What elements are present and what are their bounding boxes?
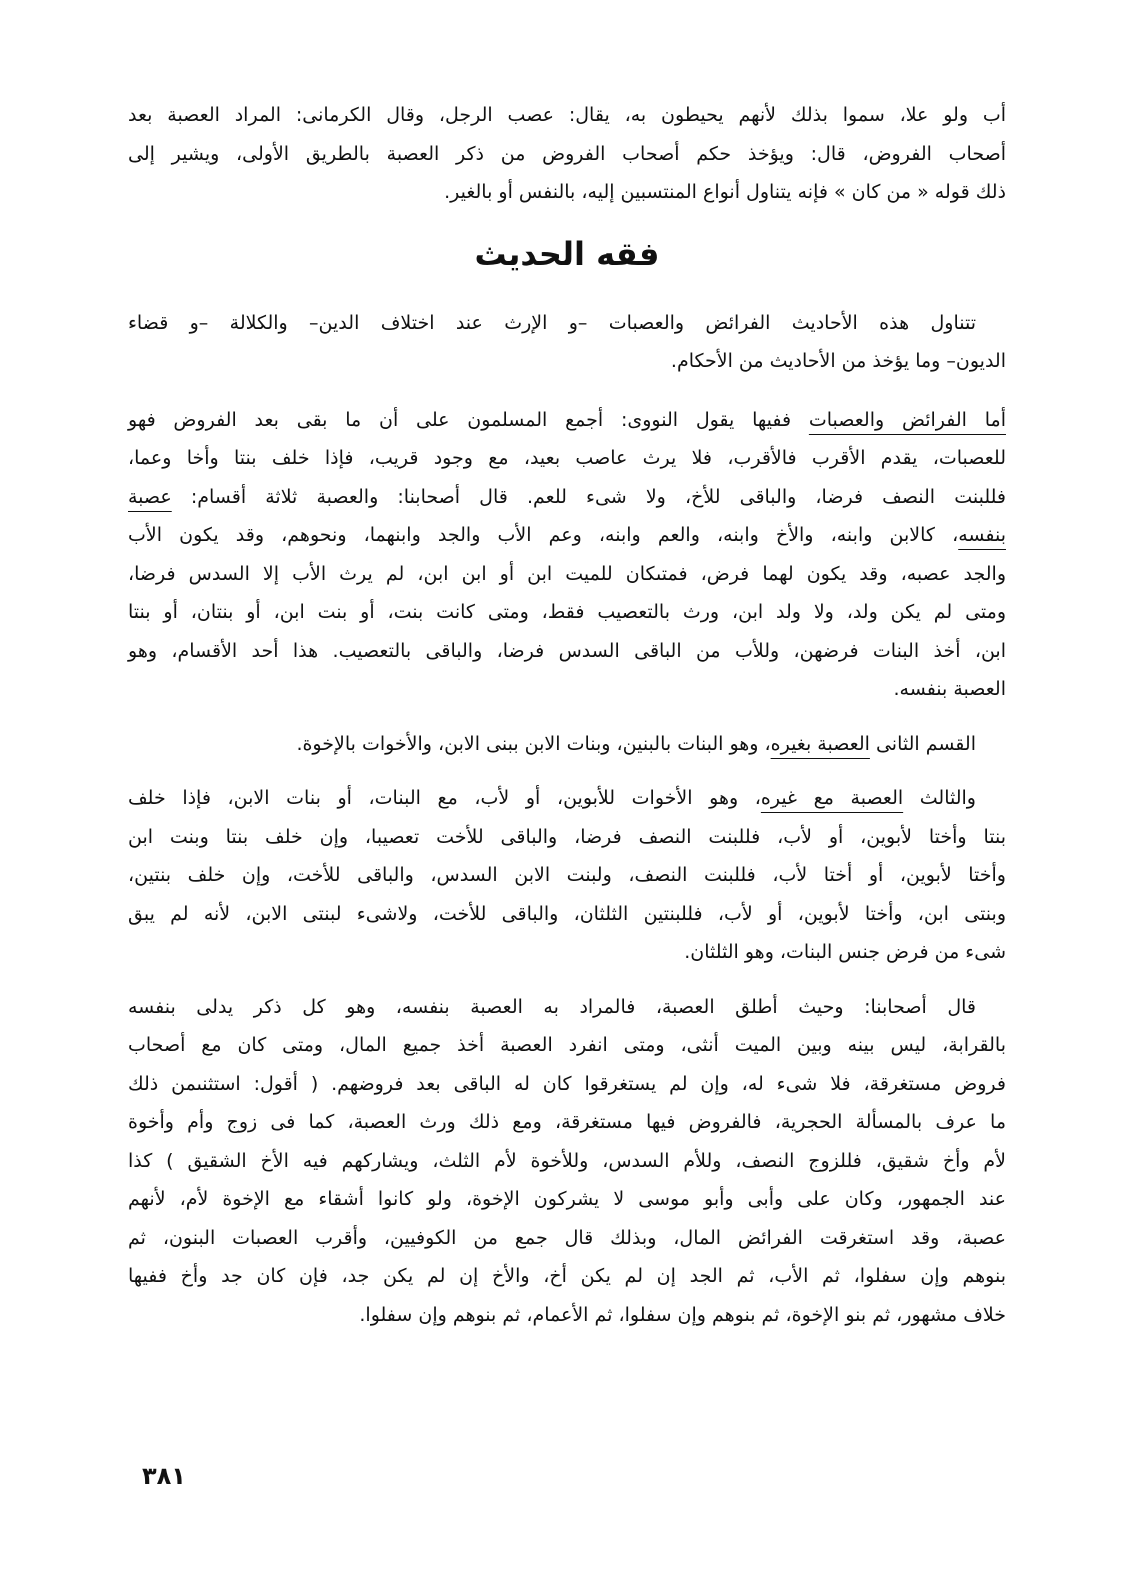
text-line: شىء من فرض جنس البنات، وهو الثلثان. — [684, 941, 1006, 963]
text-line: خلاف مشهور، ثم بنو الإخوة، ثم بنوهم وإن سفلوا، ثم الأعمام، ثم بنوهم وإن سفلوا. — [359, 1303, 1006, 1326]
text-line — [128, 478, 1006, 517]
text-span: والثالث — [903, 787, 976, 809]
text-line: للعصبات، يقدم الأقرب فالأقرب، فلا يرث عاصب بعيد، مع وجود قريب، فإذا خلف بنتا وأخا وعما، — [128, 447, 1006, 469]
paragraph-topics — [128, 304, 1006, 381]
text-line: الديون– وما يؤخذ من الأحاديث من الأحكام. — [670, 350, 1006, 372]
underlined-term: عصبة — [128, 485, 172, 508]
text-line — [128, 725, 1006, 764]
text-line: ما عرف بالمسألة الحجرية، فالفروض فيها مستغرقة، ومع ذلك ورث العصبة، كما فى زوج وأم وأخوة — [128, 1111, 1006, 1133]
text-line: بنوهم وإن سفلوا، ثم الأب، ثم الجد إن لم يكن أخ، والأخ إن لم يكن جد، فإن كان جد وأخ ففيها — [128, 1265, 1006, 1287]
text-line — [128, 516, 1006, 555]
page-body — [128, 96, 1006, 1334]
text-span: ففيها يقول النووى: أجمع المسلمون على أن ما بقى بعد الفروض فهو — [128, 408, 809, 431]
text-span: القسم الثانى — [869, 732, 976, 755]
text-line: العصبة بنفسه. — [893, 678, 1006, 700]
text-line: أصحاب الفروض، قال: ويؤخذ حكم أصحاب الفروض من ذكر العصبة بالطريق الأولى، ويشير إلى — [128, 142, 1006, 165]
text-line: ومتى لم يكن ولد، ولا ولد ابن، ورث بالتعصيب فقط، ومتى كانت بنت، أو بنت ابن، أو بنتان، أو بنتا — [128, 601, 1006, 623]
underlined-term: أما الفرائض والعصبات — [808, 408, 1006, 431]
intro-paragraph — [128, 96, 1006, 212]
text-line: عصبة، وقد استغرقت الفرائض المال، وبذلك قال جمع من الكوفيين، وأقرب العصبات البنون، ثم — [128, 1226, 1006, 1249]
text-line: ابن، أخذ البنات فرضهن، وللأب من الباقى السدس فرضا، والباقى بالتعصيب. هذا أحد الأقسام، وهو — [128, 639, 1006, 662]
text-line — [128, 401, 1006, 440]
text-line: ذلك قوله « من كان » فإنه يتناول أنواع المنتسبين إليه، بالنفس أو بالغير. — [444, 181, 1006, 203]
text-span: ، كالابن وابنه، والأخ وابنه، والعم وابنه، وعم الأب والجد وابنهما، ونحوهم، وقد يكون الأب — [128, 524, 959, 546]
text-span: ، وهو الأخوات للأبوين، أو لأب، مع البنات، أو بنات الابن، فإذا خلف — [128, 787, 761, 809]
paragraph-third-category — [128, 779, 1006, 972]
paragraph-companions — [128, 988, 1006, 1335]
text-line: وأختا لأبوين، أو أختا لأب، فللبنت النصف، ولبنت الابن السدس، والباقى للأخت، وإن خلف بنتين، — [128, 864, 1006, 886]
paragraph-second-category — [128, 725, 1006, 764]
text-line: تتناول هذه الأحاديث الفرائض والعصبات –و الإرث عند اختلاف الدين– والكلالة –و قضاء — [128, 311, 976, 334]
underlined-term: بنفسه — [958, 524, 1006, 546]
page-number: ٣٨١ — [142, 1462, 186, 1490]
paragraph-nawawi — [128, 401, 1006, 709]
text-line — [128, 779, 1006, 818]
section-heading: فقه الحديث — [474, 234, 660, 273]
text-line: عند الجمهور، وكان على وأبى وأبو موسى لا يشركون الإخوة، ولو كانوا أشقاء مع الإخوة لأم، لأنهم — [128, 1188, 1006, 1210]
underlined-term: العصبة مع غيره — [760, 787, 904, 809]
text-line: بالقرابة، ليس بينه وبين الميت أنثى، ومتى انفرد العصبة أخذ جميع المال، ومتى كان مع أصحاب — [128, 1034, 1006, 1056]
text-line: فروض مستغرقة، فلا شىء له، وإن لم يستغرقوا كان له الباقى بعد فروضهم. ( أقول: استثنىمن ذلك — [128, 1072, 1006, 1095]
text-line: وبنتى ابن، وأختا لأبوين، أو لأب، فللبنتين الثلثان، والباقى للأخت، ولاشىء لبنتى الابن، لأنه لم يبق — [128, 902, 1006, 925]
text-line: قال أصحابنا: وحيث أطلق العصبة، فالمراد به العصبة بنفسه، وهو كل ذكر يدلى بنفسه — [128, 995, 976, 1018]
text-span: ، وهو البنات بالبنين، وبنات الابن ببنى الابن، والأخوات بالإخوة. — [296, 732, 771, 755]
text-line: بنتا وأختا لأبوين، أو لأب، فللبنت النصف فرضا، والباقى للأخت تعصيبا، وإن خلف بنتا وبنت ابن — [128, 825, 1006, 848]
text-span: فللبنت النصف فرضا، والباقى للأخ، ولا شىء للعم. قال أصحابنا: والعصبة ثلاثة أقسام: — [171, 485, 1006, 508]
text-line: والجد عصبه، وقد يكون لهما فرض، فمتىكان للميت ابن أو ابن ابن، لم يرث الأب إلا السدس فرضا، — [128, 562, 1006, 585]
text-line: أب ولو علا، سموا بذلك لأنهم يحيطون به، يقال: عصب الرجل، وقال الكرمانى: المراد العصبة بعد — [128, 104, 1006, 126]
text-line: لأم وأخ شقيق، فللزوج النصف، وللأم السدس، وللأخوة لأم الثلث، ويشاركهم فيه الأخ الشقيق ) كذا — [128, 1149, 1006, 1172]
underlined-term: العصبة بغيره — [770, 732, 870, 755]
